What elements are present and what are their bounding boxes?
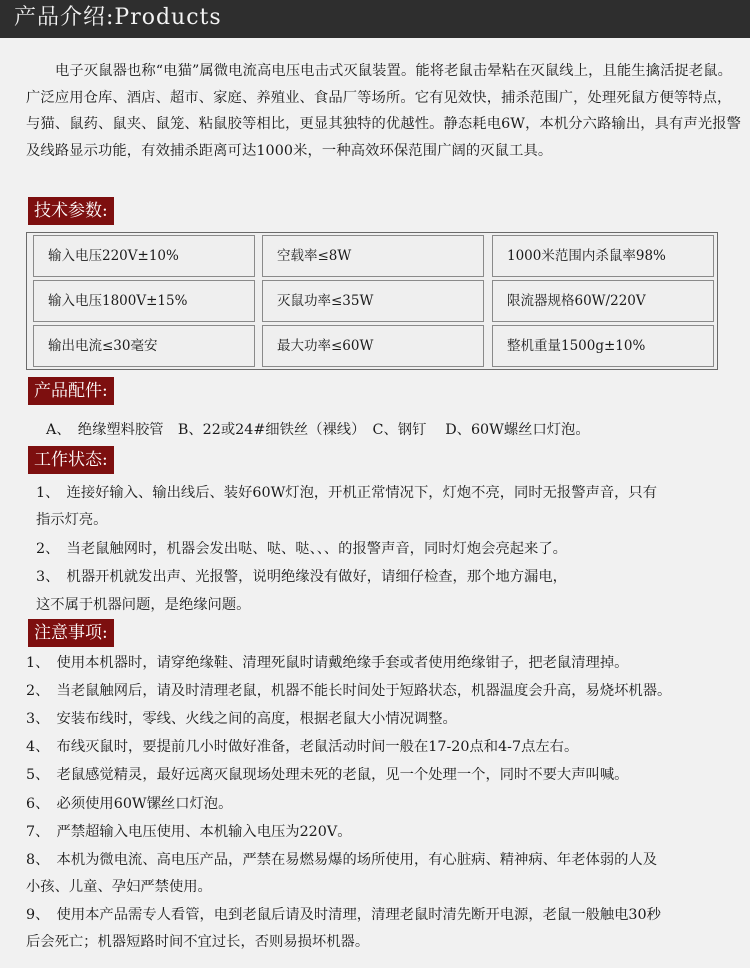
note-line: 小孩、儿童、孕妇严禁使用。 — [26, 879, 212, 895]
page-title: 产品介绍:Products — [14, 5, 222, 30]
spec-cell: 限流器规格60W/220V — [492, 280, 714, 322]
header-bar — [0, 0, 750, 38]
note-line: 2、 当老鼠触网后，请及时清理老鼠，机器不能长时间处于短路状态，机器温度会升高，易烧坏机器。 — [26, 683, 672, 699]
note-line: 8、 本机为微电流、高电压产品，严禁在易燃易爆的场所使用，有心脏病、精神病、年老体弱的人及 — [26, 852, 658, 868]
note-line: 9、 使用本产品需专人看管，电到老鼠后请及时清理，清理老鼠时清先断开电源，老鼠一般触电30秒 — [26, 907, 661, 923]
spec-cell: 最大功率≤60W — [262, 325, 484, 367]
note-line: 4、 布线灭鼠时，要提前几小时做好准备，老鼠活动时间一般在17-20点和4-7点左右。 — [26, 739, 579, 755]
spec-cell: 空载率≤8W — [262, 235, 484, 277]
note-line: 7、 严禁超输入电压使用、本机输入电压为220V。 — [26, 824, 352, 840]
spec-cell: 1000米范围内杀鼠率98% — [492, 235, 714, 277]
note-line: 5、 老鼠感觉精灵，最好远离灭鼠现场处理未死的老鼠，见一个处理一个，同时不要大声叫喊。 — [26, 767, 629, 783]
section-label-specs: 技术参数: — [28, 197, 114, 225]
intro-paragraph: 电子灭鼠器也称“电猫”属微电流高电压电击式灭鼠装置。能将老鼠击晕粘在灭鼠线上，且能生擒活捉老鼠。广泛应用仓库、酒店、超市、家庭、养殖业、食品厂等场所。它有见效快，捕杀范围广，处理死鼠方便等特点，与猫、鼠药、鼠夹、鼠笼、粘鼠胶等相比，更显其独特的优越性。静态耗电6W，本机分六路输出，具有声光报警及线路显示功能，有效捕杀距离可达1000米，一种高效环保范围广阔的灭鼠工具。 — [26, 63, 742, 159]
working-line: 指示灯亮。 — [36, 512, 108, 528]
spec-cell: 整机重量1500g±10% — [492, 325, 714, 367]
note-line: 3、 安装布线时，零线、火线之间的高度，根据老鼠大小情况调整。 — [26, 711, 457, 727]
working-line: 3、 机器开机就发出声、光报警，说明绝缘没有做好，请细仔检查，那个地方漏电， — [36, 569, 567, 585]
working-line: 1、 连接好输入、输出线后、装好60W灯泡，开机正常情况下，灯炮不亮，同时无报警声音，只有 — [36, 485, 658, 501]
section-label-notes: 注意事项: — [28, 619, 114, 647]
note-line: 后会死亡；机器短路时间不宜过长，否则易损坏机器。 — [26, 934, 370, 950]
spec-cell: 灭鼠功率≤35W — [262, 280, 484, 322]
spec-cell: 输入电压1800V±15% — [33, 280, 255, 322]
spec-table — [26, 232, 718, 370]
section-label-working: 工作状态: — [28, 446, 114, 474]
working-line: 2、 当老鼠触网时，机器会发出哒、哒、哒、、、的报警声音，同时灯炮会亮起来了。 — [36, 541, 567, 557]
section-label-accessories: 产品配件: — [28, 377, 114, 405]
note-line: 6、 必须使用60W镙丝口灯泡。 — [26, 796, 233, 812]
note-line: 1、 使用本机器时，请穿绝缘鞋、清理死鼠时请戴绝缘手套或者使用绝缘钳子，把老鼠清理掉。 — [26, 655, 629, 671]
spec-cell: 输入电压220V±10% — [33, 235, 255, 277]
accessories-text: A、 绝缘塑料胶管 B、22或24#细铁丝（裸线） C、钢钉 D、60W螺丝口灯泡。 — [46, 422, 590, 438]
spec-cell: 输出电流≤30毫安 — [33, 325, 255, 367]
working-line: 这不属于机器问题，是绝缘问题。 — [36, 597, 251, 613]
